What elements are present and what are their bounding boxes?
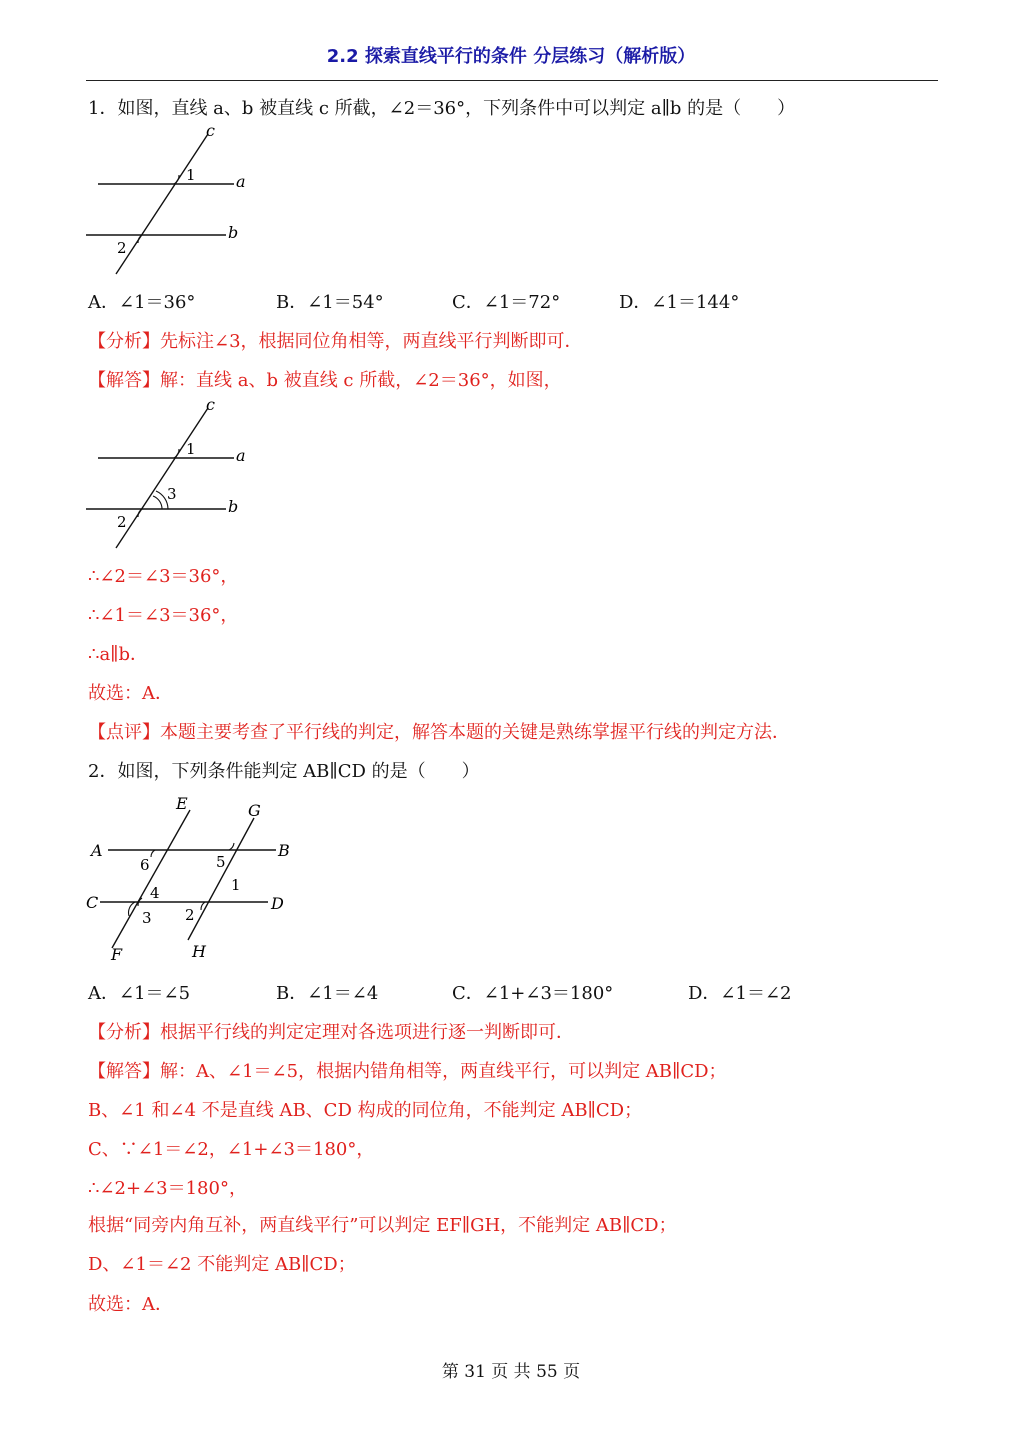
line-c xyxy=(116,134,208,274)
line-c xyxy=(116,408,208,548)
q1-solution-figure xyxy=(84,392,264,557)
q2-answer: 故选：A． xyxy=(88,1294,173,1315)
label-2: 2 xyxy=(185,906,195,924)
line-EF xyxy=(112,810,190,948)
q1-analysis: 【分析】先标注∠3，根据同位角相等，两直线平行判断即可． xyxy=(88,331,583,352)
q1-option-b: B．∠1＝54° xyxy=(276,292,384,313)
label-6: 6 xyxy=(140,856,150,874)
label-F: F xyxy=(111,945,123,963)
q2-option-c: C．∠1+∠3＝180° xyxy=(452,983,614,1004)
label-4: 4 xyxy=(150,884,160,902)
label-angle2: 2 xyxy=(117,239,127,257)
q2-stem: 2．如图，下列条件能判定 AB∥CD 的是（ ） xyxy=(88,761,480,782)
q2-solution-line-1: 【解答】解：A、∠1＝∠5，根据内错角相等，两直线平行，可以判定 AB∥CD； xyxy=(88,1061,727,1082)
q2-solution-line-4: ∴∠2+∠3＝180°， xyxy=(88,1178,247,1199)
q1-option-c: C．∠1＝72° xyxy=(452,292,561,313)
page-title: 2.2 探索直线平行的条件 分层练习（解析版） xyxy=(326,46,696,67)
q2-option-b: B．∠1＝∠4 xyxy=(276,983,379,1004)
label-1: 1 xyxy=(231,876,241,894)
header-rule xyxy=(86,80,938,81)
angle1-arc xyxy=(174,175,179,184)
q1-option-a: A．∠1＝36° xyxy=(88,292,196,313)
label-B: B xyxy=(278,841,290,860)
label-G: G xyxy=(248,801,261,820)
q2-solution-line-3: C、∵∠1＝∠2，∠1+∠3＝180°， xyxy=(88,1139,375,1160)
q1-option-d: D．∠1＝144° xyxy=(619,292,740,313)
q1-figure xyxy=(84,118,264,283)
q2-option-a: A．∠1＝∠5 xyxy=(88,983,191,1004)
q1-step-3: ∴a∥b． xyxy=(88,644,149,665)
label-angle1: 1 xyxy=(186,440,196,458)
label-D: D xyxy=(271,894,284,913)
label-C: C xyxy=(86,893,99,912)
q2-analysis: 【分析】根据平行线的判定定理对各选项进行逐一判断即可． xyxy=(88,1022,574,1043)
label-angle2: 2 xyxy=(117,513,127,531)
label-a: a xyxy=(236,446,246,465)
label-c: c xyxy=(206,395,215,414)
q2-solution-line-5: 根据“同旁内角互补，两直线平行”可以判定 EF∥GH，不能判定 AB∥CD； xyxy=(88,1215,677,1236)
label-b: b xyxy=(228,223,239,242)
q2-option-d: D．∠1＝∠2 xyxy=(688,983,792,1004)
label-angle3: 3 xyxy=(167,485,177,503)
q2-solution-line-6: D、∠1＝∠2 不能判定 AB∥CD； xyxy=(88,1254,356,1275)
label-H: H xyxy=(192,942,206,961)
q1-answer: 故选：A． xyxy=(88,683,173,704)
label-b: b xyxy=(228,497,239,516)
line-GH xyxy=(188,818,254,940)
angle6-arc xyxy=(151,850,155,857)
label-A: A xyxy=(91,841,103,860)
label-angle1: 1 xyxy=(186,166,196,184)
label-c: c xyxy=(206,121,215,140)
angle3-arc xyxy=(153,496,162,509)
q1-step-2: ∴∠1＝∠3＝36°， xyxy=(88,605,239,626)
q1-step-1: ∴∠2＝∠3＝36°， xyxy=(88,566,239,587)
q2-solution-line-2: B、∠1 和∠4 不是直线 AB、CD 构成的同位角，不能判定 AB∥CD； xyxy=(88,1100,643,1121)
label-E: E xyxy=(176,794,188,813)
label-3: 3 xyxy=(142,909,152,927)
page-footer: 第 31 页 共 55 页 xyxy=(441,1362,581,1382)
angle5-arc xyxy=(229,843,234,850)
label-a: a xyxy=(236,172,246,191)
q1-stem: 1．如图，直线 a、b 被直线 c 所截，∠2＝36°，下列条件中可以判定 a∥b 的是（ ） xyxy=(88,98,796,119)
label-5: 5 xyxy=(216,853,226,871)
q1-comment: 【点评】本题主要考查了平行线的判定，解答本题的关键是熟练掌握平行线的判定方法． xyxy=(88,722,790,743)
q2-figure xyxy=(82,788,302,963)
q1-solution-intro: 【解答】解：直线 a、b 被直线 c 所截，∠2＝36°，如图， xyxy=(88,370,562,391)
angle1-arc xyxy=(174,449,179,458)
